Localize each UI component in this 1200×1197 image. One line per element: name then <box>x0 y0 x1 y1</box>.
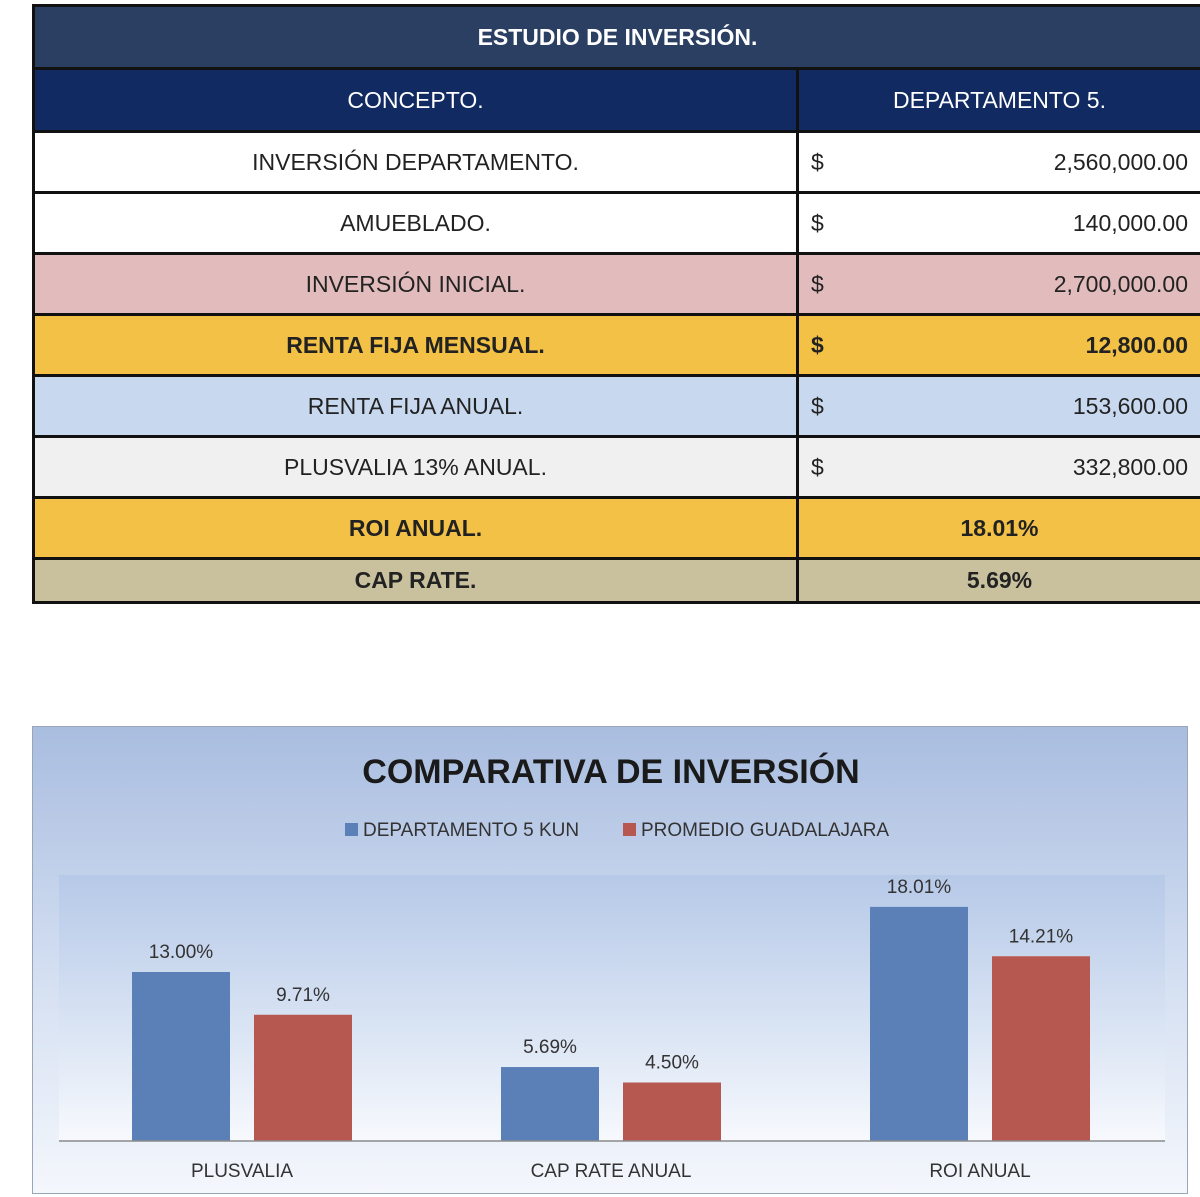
x-axis-labels <box>191 1161 1031 1182</box>
legend-label: DEPARTAMENTO 5 KUN <box>363 820 580 841</box>
amount: 2,560,000.00 <box>1053 148 1188 175</box>
value-cell <box>798 376 1200 437</box>
amount: 140,000.00 <box>1072 209 1188 236</box>
value-cell <box>798 193 1200 254</box>
currency-sign: $ <box>811 209 824 236</box>
chart-title: COMPARATIVA DE INVERSIÓN <box>362 753 860 791</box>
percent-cell: 18.01% <box>798 498 1200 559</box>
table-row <box>34 376 1200 437</box>
amount: 332,800.00 <box>1072 453 1188 480</box>
data-label: 13.00% <box>148 942 214 963</box>
value-cell <box>798 254 1200 315</box>
table-row <box>34 132 1200 193</box>
legend-swatch <box>345 823 358 836</box>
header-departamento: DEPARTAMENTO 5. <box>798 69 1200 132</box>
concept-cell: AMUEBLADO. <box>34 193 798 254</box>
table-row <box>34 559 1200 603</box>
table-row <box>34 254 1200 315</box>
percent-cell: 5.69% <box>798 559 1200 603</box>
currency-sign: $ <box>811 392 824 419</box>
comparison-chart <box>32 726 1188 1194</box>
legend-swatch <box>623 823 636 836</box>
legend-label: PROMEDIO GUADALAJARA <box>641 820 890 841</box>
header-concepto: CONCEPTO. <box>34 69 798 132</box>
concept-cell: RENTA FIJA ANUAL. <box>34 376 798 437</box>
amount: 2,700,000.00 <box>1053 270 1188 297</box>
x-tick-label: CAP RATE ANUAL <box>530 1161 692 1182</box>
amount: 153,600.00 <box>1072 392 1188 419</box>
bar <box>623 1083 721 1142</box>
bar <box>132 972 230 1141</box>
table-row <box>34 437 1200 498</box>
amount: 12,800.00 <box>1085 331 1188 358</box>
concept-cell: CAP RATE. <box>34 559 798 603</box>
concept-cell: INVERSIÓN INICIAL. <box>34 254 798 315</box>
data-label: 5.69% <box>523 1037 577 1059</box>
table-row <box>34 315 1200 376</box>
bar <box>992 956 1090 1141</box>
x-tick-label: ROI ANUAL <box>929 1161 1031 1182</box>
concept-cell: PLUSVALIA 13% ANUAL. <box>34 437 798 498</box>
currency-sign: $ <box>811 148 824 175</box>
chart-legend <box>345 820 889 841</box>
bar <box>254 1015 352 1141</box>
table-title: ESTUDIO DE INVERSIÓN. <box>34 6 1200 69</box>
currency-sign: $ <box>811 331 824 358</box>
investment-table <box>32 4 1200 604</box>
currency-sign: $ <box>811 270 824 297</box>
currency-sign: $ <box>811 453 824 480</box>
bar <box>501 1067 599 1141</box>
value-cell <box>798 132 1200 193</box>
table-row <box>34 193 1200 254</box>
table-row <box>34 498 1200 559</box>
concept-cell: ROI ANUAL. <box>34 498 798 559</box>
data-label: 4.50% <box>645 1052 699 1074</box>
value-cell <box>798 315 1200 376</box>
chart-svg <box>33 727 1189 1195</box>
data-label: 18.01% <box>886 876 952 898</box>
data-label: 9.71% <box>276 984 330 1006</box>
concept-cell: INVERSIÓN DEPARTAMENTO. <box>34 132 798 193</box>
x-tick-label: PLUSVALIA <box>190 1161 294 1182</box>
bar <box>870 907 968 1141</box>
concept-cell: RENTA FIJA MENSUAL. <box>34 315 798 376</box>
data-label: 14.21% <box>1008 926 1074 948</box>
value-cell <box>798 437 1200 498</box>
